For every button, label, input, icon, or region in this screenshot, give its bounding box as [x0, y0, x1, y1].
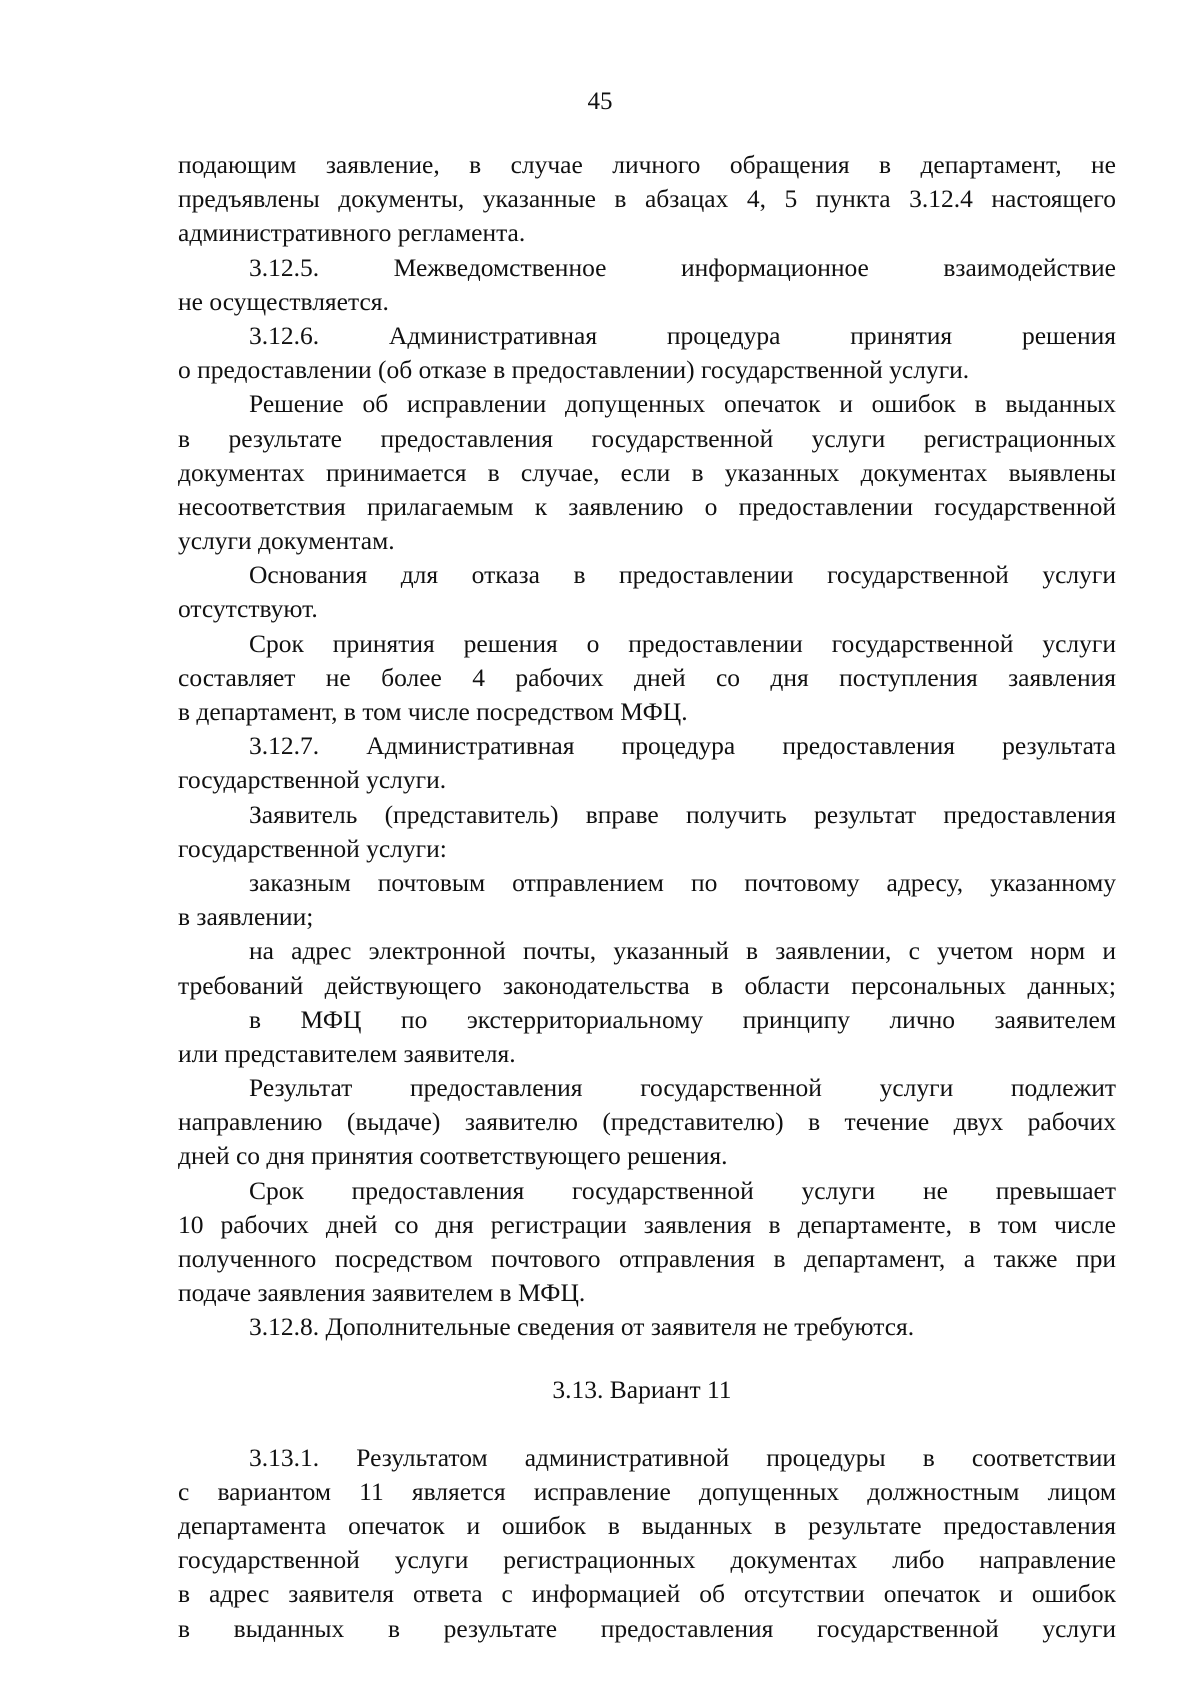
text-line: 3.13.1. Результатом административной процедуры в соответствии: [249, 1442, 1116, 1472]
text-line: на адрес электронной почты, указанный в заявлении, с учетом норм и: [249, 936, 1116, 966]
text-line: административного регламента.: [178, 218, 526, 248]
text-line: Заявитель (представитель) вправе получить результат предоставления: [249, 799, 1116, 829]
section-heading: 3.13. Вариант 11: [552, 1374, 732, 1404]
text-line: в адрес заявителя ответа с информацией об отсутствии опечаток и ошибок: [178, 1579, 1116, 1609]
text-line: с вариантом 11 является исправление допущенных должностным лицом: [178, 1476, 1116, 1506]
text-line: департамента опечаток и ошибок в выданных в результате предоставления: [178, 1510, 1116, 1540]
text-line: составляет не более 4 рабочих дней со дня поступления заявления: [178, 662, 1116, 692]
text-line: государственной услуги регистрационных документах либо направление: [178, 1545, 1116, 1575]
text-line: в результате предоставления государственной услуги регистрационных: [178, 423, 1116, 453]
text-line: предъявлены документы, указанные в абзацах 4, 5 пункта 3.12.4 настоящего: [178, 184, 1116, 214]
text-line: отсутствуют.: [178, 594, 318, 624]
text-line: не осуществляется.: [178, 286, 389, 316]
text-line: 3.12.7. Административная процедура предоставления результата: [249, 731, 1116, 761]
text-line: 3.12.6. Административная процедура принятия решения: [249, 320, 1116, 350]
text-line: услуги документам.: [178, 526, 395, 556]
text-line: государственной услуги:: [178, 833, 447, 863]
text-line: подающим заявление, в случае личного обращения в департамент, не: [178, 150, 1116, 179]
text-line: о предоставлении (об отказе в предоставлении) государственной услуги.: [178, 355, 970, 385]
text-line: в МФЦ по экстерриториальному принципу лично заявителем: [249, 1004, 1116, 1034]
text-line: несоответствия прилагаемым к заявлению о предоставлении государственной: [178, 491, 1116, 521]
page-number: 45: [587, 88, 613, 115]
text-line: в выданных в результате предоставления государственной услуги: [178, 1613, 1116, 1643]
text-line: требований действующего законодательства в области персональных данных;: [178, 970, 1116, 1000]
text-line: Решение об исправлении допущенных опечаток и ошибок в выданных: [249, 389, 1116, 419]
text-line: Результат предоставления государственной услуги подлежит: [249, 1073, 1116, 1103]
document-body: [178, 148, 1116, 1646]
text-line: подаче заявления заявителем в МФЦ.: [178, 1278, 586, 1308]
text-line: дней со дня принятия соответствующего решения.: [178, 1141, 728, 1171]
text-line: полученного посредством почтового отправления в департамент, а также при: [178, 1244, 1116, 1273]
text-line: направлению (выдаче) заявителю (представителю) в течение двух рабочих: [178, 1107, 1116, 1137]
text-line: заказным почтовым отправлением по почтовому адресу, указанному: [249, 867, 1116, 897]
text-line: Основания для отказа в предоставлении государственной услуги: [249, 560, 1116, 590]
text-line: 3.12.5. Межведомственное информационное взаимодействие: [249, 252, 1116, 282]
text-line: государственной услуги.: [178, 765, 447, 795]
text-line: 3.12.8. Дополнительные сведения от заявителя не требуются.: [249, 1312, 915, 1342]
text-line: в департамент, в том числе посредством МФЦ.: [178, 697, 688, 726]
text-line: в заявлении;: [178, 902, 314, 932]
text-line: или представителем заявителя.: [178, 1038, 516, 1068]
text-line: 10 рабочих дней со дня регистрации заявления в департаменте, в том числе: [178, 1209, 1116, 1239]
text-line: документах принимается в случае, если в указанных документах выявлены: [178, 457, 1116, 487]
text-line: Срок принятия решения о предоставлении государственной услуги: [249, 628, 1116, 658]
text-line: Срок предоставления государственной услуги не превышает: [249, 1175, 1116, 1205]
